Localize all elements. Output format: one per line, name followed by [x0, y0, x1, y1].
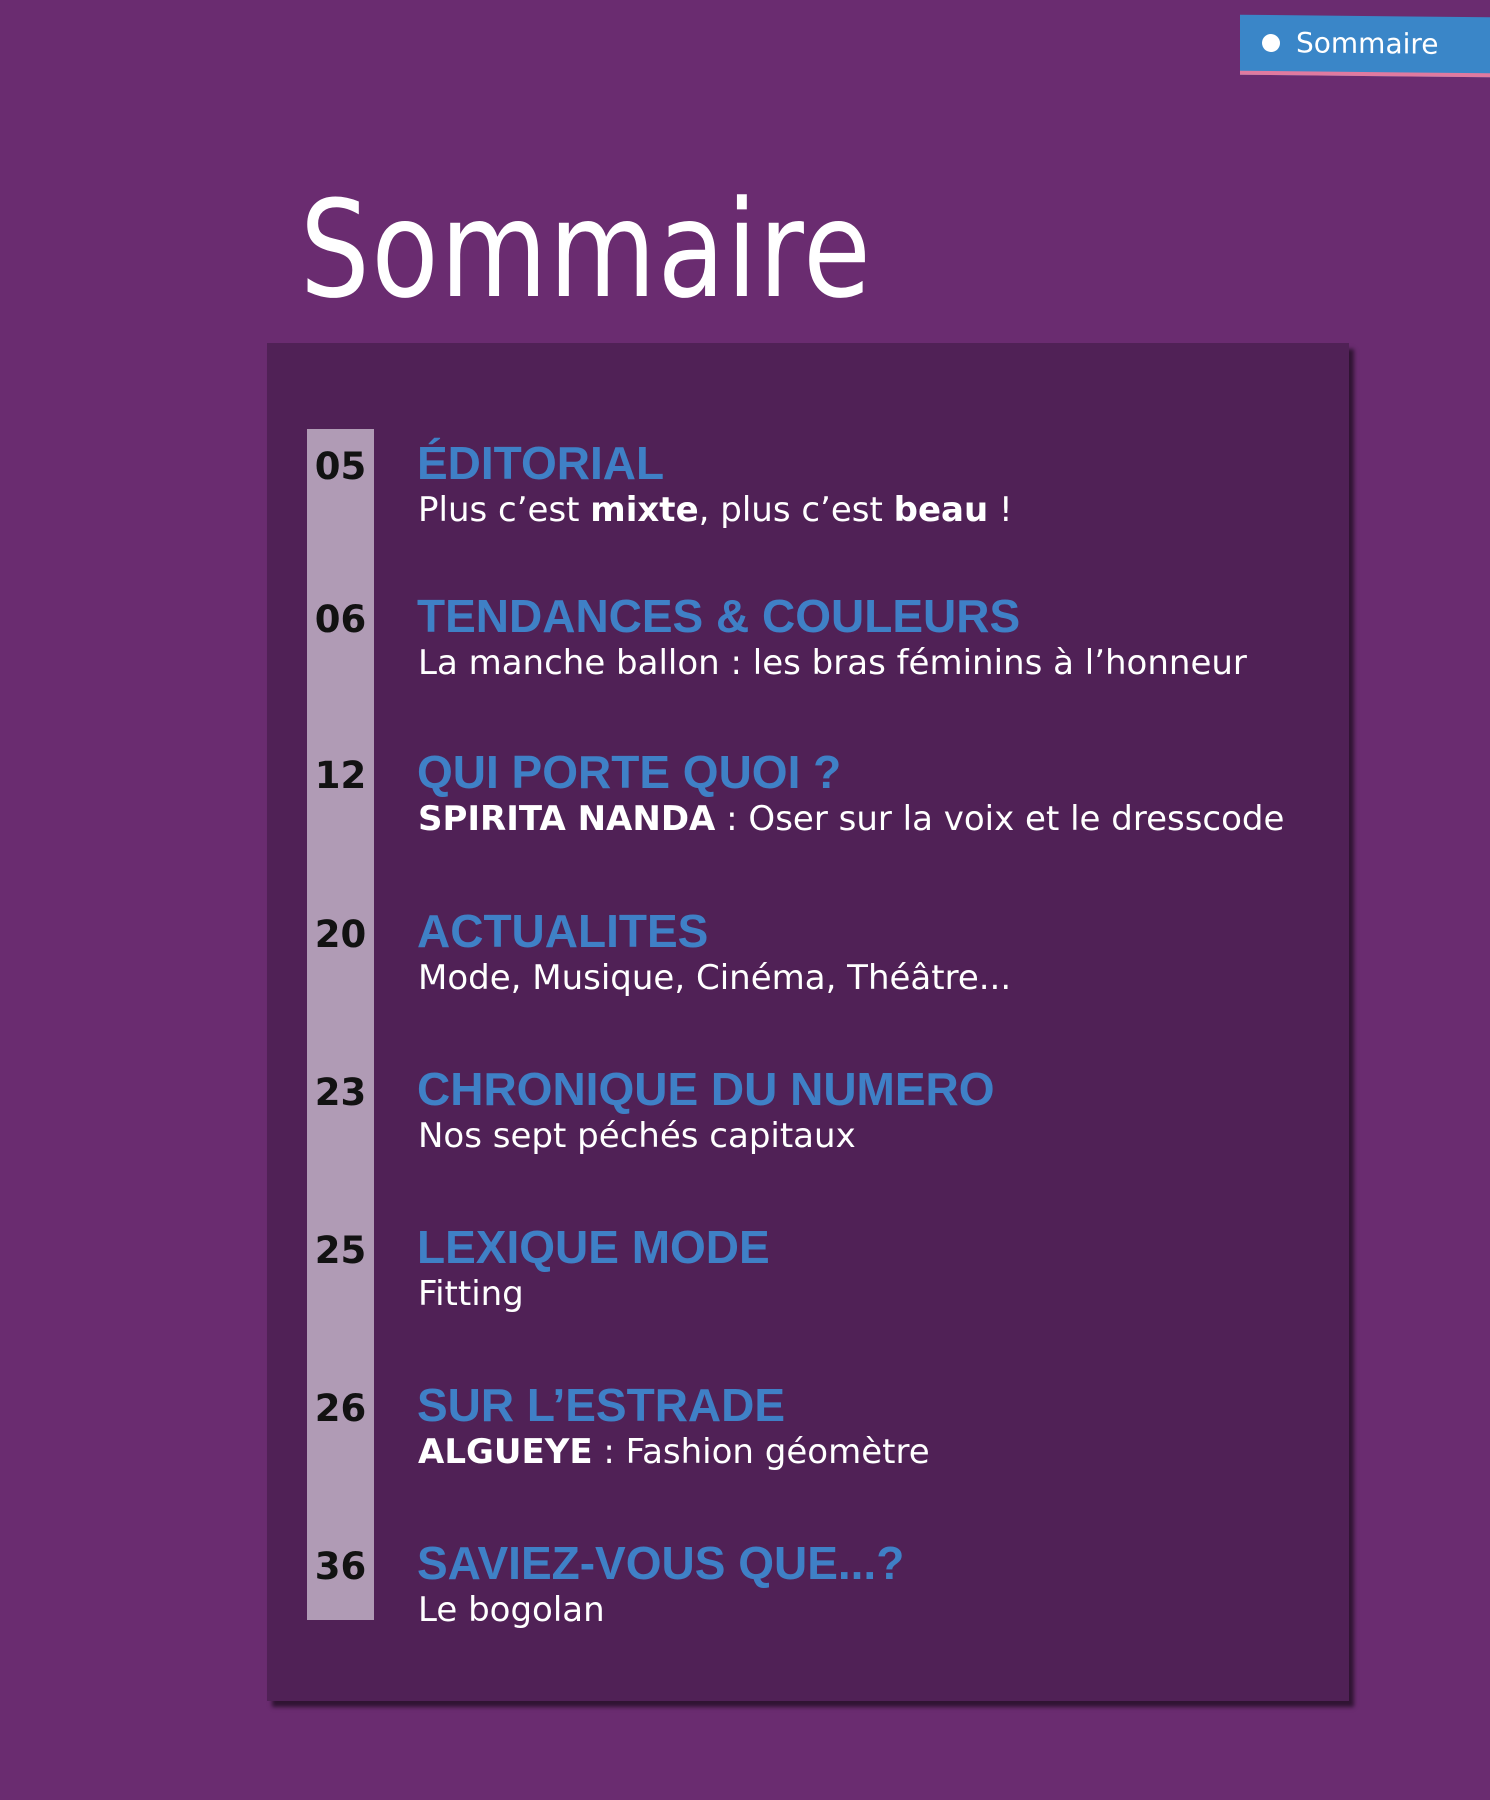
section-subtitle	[418, 640, 1247, 686]
subtitle-emphasis: mixte	[590, 490, 699, 530]
subtitle-text: Nos sept péchés capitaux	[418, 1116, 856, 1156]
page-number: 12	[314, 754, 367, 797]
subtitle-text: !	[988, 490, 1013, 530]
page-number: 06	[314, 598, 367, 641]
section-subtitle	[418, 1429, 930, 1475]
toc-entry-actualites[interactable]	[267, 903, 1349, 1023]
toc-entry-saviez-vous-que[interactable]	[267, 1535, 1349, 1655]
section-title: ACTUALITES	[417, 905, 709, 957]
bullet-dot-icon	[1262, 34, 1280, 52]
section-title: TENDANCES & COULEURS	[417, 590, 1021, 642]
subtitle-emphasis: beau	[893, 490, 989, 530]
section-title: QUI PORTE QUOI ?	[417, 746, 842, 798]
subtitle-text: La manche ballon : les bras féminins à l’honneur	[418, 643, 1247, 683]
page-number: 25	[314, 1229, 367, 1272]
toc-entry-sur-l-estrade[interactable]	[267, 1377, 1349, 1497]
section-subtitle	[418, 1587, 605, 1633]
section-title: CHRONIQUE DU NUMERO	[417, 1063, 995, 1115]
subtitle-text: : Fashion géomètre	[592, 1432, 930, 1472]
page-number: 20	[314, 913, 367, 956]
section-subtitle	[418, 1271, 524, 1317]
table-of-contents	[267, 343, 1349, 1701]
section-tab-label: Sommaire	[1296, 26, 1439, 61]
section-title: SAVIEZ-VOUS QUE...?	[417, 1537, 905, 1589]
section-title: ÉDITORIAL	[417, 437, 665, 489]
toc-entry-editorial[interactable]	[267, 435, 1349, 555]
section-subtitle	[418, 955, 1011, 1001]
subtitle-emphasis: SPIRITA NANDA	[418, 799, 716, 839]
section-tab[interactable]	[1240, 15, 1490, 78]
subtitle-text: Mode, Musique, Cinéma, Théâtre...	[418, 958, 1012, 998]
toc-entry-lexique-mode[interactable]	[267, 1219, 1349, 1339]
section-subtitle	[418, 487, 1013, 533]
toc-entry-tendances-couleurs[interactable]	[267, 588, 1349, 708]
page-number: 36	[314, 1545, 367, 1588]
section-subtitle	[418, 1113, 856, 1159]
subtitle-text: Fitting	[418, 1274, 524, 1314]
toc-entry-chronique-du-numero[interactable]	[267, 1061, 1349, 1181]
subtitle-text: , plus c’est	[698, 490, 894, 530]
subtitle-text: : Oser sur la voix et le dresscode	[715, 799, 1285, 839]
subtitle-text: Plus c’est	[418, 490, 591, 530]
section-title: LEXIQUE MODE	[417, 1221, 770, 1273]
section-title: SUR L’ESTRADE	[417, 1379, 786, 1431]
section-subtitle	[418, 796, 1284, 842]
page-title: Sommaire	[300, 172, 873, 328]
toc-entry-qui-porte-quoi[interactable]	[267, 744, 1349, 864]
subtitle-text: Le bogolan	[418, 1590, 605, 1630]
page-number: 23	[314, 1071, 367, 1114]
page-number: 05	[314, 445, 367, 488]
page-number: 26	[314, 1387, 367, 1430]
subtitle-emphasis: ALGUEYE	[418, 1432, 593, 1472]
